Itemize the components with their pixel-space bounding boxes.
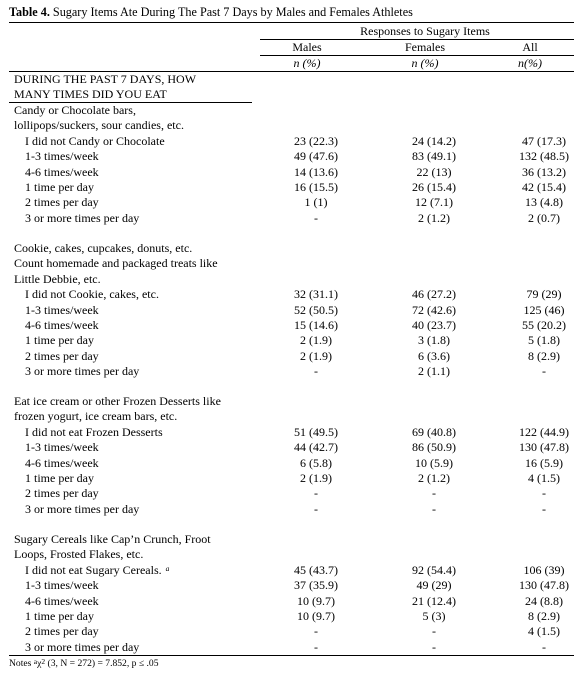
cell-males: 44 (42.7)	[294, 440, 338, 455]
row-label	[25, 502, 139, 517]
cell-males: 23 (22.3)	[294, 133, 338, 148]
notes-chi-sup: 2	[41, 657, 46, 666]
cell-males: 16 (15.5)	[294, 180, 338, 194]
question-line	[9, 72, 574, 87]
cell-all: 132 (48.5)	[519, 149, 569, 164]
cell-females: 22 (13)	[416, 164, 452, 179]
row-label-text: 1-3 times/week	[25, 302, 99, 317]
cell-females: 6 (3.6)	[418, 348, 450, 363]
table-row	[9, 134, 574, 149]
cell-males: 2 (1.9)	[300, 348, 332, 363]
table-row	[9, 425, 574, 440]
cell-all: 79 (29)	[526, 287, 562, 302]
col-header-all: All	[522, 40, 538, 54]
row-label-text: 4-6 times/week	[25, 593, 99, 608]
row-label	[25, 211, 139, 226]
cell-males: 32 (31.1)	[294, 287, 338, 302]
cell-males: -	[314, 639, 318, 654]
section-title-text: frozen yogurt, ice cream bars, etc.	[14, 409, 178, 424]
cell-all: 130 (47.8)	[519, 578, 569, 593]
table-row	[9, 456, 574, 471]
table-row	[9, 180, 574, 195]
section-title-text: lollipops/suckers, sour candies, etc.	[14, 118, 184, 133]
row-label	[25, 486, 99, 501]
table-row	[9, 318, 574, 333]
cell-males: 52 (50.5)	[294, 302, 338, 317]
row-label	[25, 471, 94, 486]
cell-males: 1 (1)	[304, 195, 328, 210]
question-text-2: MANY TIMES DID YOU EAT	[14, 87, 167, 101]
cell-all: 42 (15.4)	[522, 180, 566, 194]
cell-all: 5 (1.8)	[528, 333, 560, 348]
row-label-text: I did not eat Sugary Cereals.	[25, 562, 162, 577]
section-title-line	[9, 241, 574, 256]
cell-males: 37 (35.9)	[294, 578, 338, 593]
row-label	[25, 318, 99, 333]
row-label	[25, 609, 94, 624]
table-row	[9, 333, 574, 348]
table-row	[9, 440, 574, 455]
section-title-text: Sugary Cereals like Cap’n Crunch, Froot	[14, 532, 211, 546]
cell-females: 40 (23.7)	[412, 318, 456, 332]
cell-all: -	[542, 364, 546, 379]
cell-all: 16 (5.9)	[525, 455, 563, 470]
row-label	[25, 180, 94, 195]
section-title-text: Cookie, cakes, cupcakes, donuts, etc.	[14, 241, 193, 255]
cell-males: 10 (9.7)	[297, 609, 335, 623]
col-header-females: Females	[405, 40, 445, 54]
row-label	[25, 624, 99, 639]
table-row	[9, 594, 574, 609]
section-title-text: Candy or Chocolate bars,	[14, 103, 136, 117]
row-label-text: 1 time per day	[25, 333, 94, 348]
row-label	[25, 578, 99, 593]
row-label-text: 1-3 times/week	[25, 440, 99, 455]
row-label-text: 3 or more times per day	[25, 501, 140, 516]
table-row	[9, 640, 574, 655]
cell-males: 10 (9.7)	[297, 593, 335, 608]
table-title: Sugary Items Ate During The Past 7 Days by Males and Females Athletes	[52, 5, 413, 19]
row-label-text: I did not Cookie, cakes, etc.	[25, 287, 159, 302]
row-label-text: 3 or more times per day	[25, 639, 140, 654]
row-label-text: 1 time per day	[25, 471, 94, 485]
row-footnote-marker: a	[165, 563, 170, 573]
cell-males: 15 (14.6)	[294, 318, 338, 332]
table-row	[9, 471, 574, 486]
cell-females: 83 (49.1)	[412, 149, 456, 164]
row-label-text: 1-3 times/week	[25, 149, 99, 164]
cell-females: 49 (29)	[416, 578, 452, 593]
section-title-text: Little Debbie, etc.	[14, 271, 101, 286]
cell-females: -	[432, 501, 436, 516]
table-row	[9, 502, 574, 517]
row-label-text: I did not Candy or Chocolate	[25, 133, 165, 148]
notes-sup: a	[33, 657, 38, 666]
cell-females: 21 (12.4)	[412, 593, 456, 608]
table-row	[9, 609, 574, 624]
row-label	[25, 303, 99, 318]
row-label-text: 4-6 times/week	[25, 455, 99, 470]
cell-females: 92 (54.4)	[412, 562, 456, 577]
cell-all: 4 (1.5)	[528, 624, 560, 639]
row-label	[25, 456, 99, 471]
cell-all: 47 (17.3)	[522, 133, 566, 148]
row-label-text: I did not eat Frozen Desserts	[25, 424, 163, 439]
cell-males: -	[314, 210, 318, 225]
cell-females: 2 (1.2)	[418, 210, 450, 225]
cell-males: -	[314, 624, 318, 639]
table-row	[9, 578, 574, 593]
row-label-text: 4-6 times/week	[25, 318, 99, 332]
row-label	[25, 563, 169, 578]
unit-males: n (%)	[293, 56, 321, 70]
cell-females: 12 (7.1)	[415, 195, 453, 210]
cell-females: 24 (14.2)	[412, 133, 456, 148]
question-text-1: DURING THE PAST 7 DAYS, HOW	[14, 72, 197, 86]
cell-all: -	[542, 486, 546, 501]
cell-males: -	[314, 364, 318, 379]
cell-all: 122 (44.9)	[519, 424, 569, 439]
cell-females: 2 (1.1)	[418, 364, 450, 379]
row-label	[25, 287, 159, 302]
table-row	[9, 149, 574, 164]
table-number: Table 4.	[9, 5, 50, 19]
spanner-header: Responses to Sugary Items	[360, 24, 490, 38]
cell-females: 72 (42.6)	[412, 302, 456, 317]
cell-females: -	[432, 624, 436, 639]
cell-males: 6 (5.8)	[300, 455, 332, 470]
row-label	[25, 149, 99, 164]
cell-females: -	[432, 639, 436, 654]
cell-all: 4 (1.5)	[528, 471, 560, 485]
row-label	[25, 364, 139, 379]
row-label	[25, 165, 99, 180]
cell-all: 36 (13.2)	[522, 164, 566, 179]
cell-all: -	[542, 639, 546, 654]
row-label-text: 2 times per day	[25, 195, 99, 210]
cell-females: 86 (50.9)	[412, 440, 456, 455]
row-label	[25, 640, 139, 655]
notes-text: (3, N = 272) = 7.852, p ≤ .05	[45, 658, 159, 669]
row-label-text: 1 time per day	[25, 609, 94, 623]
row-label	[25, 349, 99, 364]
cell-all: 8 (2.9)	[528, 609, 560, 623]
table-caption	[9, 5, 574, 20]
cell-all: -	[542, 501, 546, 516]
cell-males: 51 (49.5)	[294, 424, 338, 439]
row-label-text: 2 times per day	[25, 624, 99, 639]
cell-males: 2 (1.9)	[300, 471, 332, 485]
table-row	[9, 165, 574, 180]
cell-males: 45 (43.7)	[294, 562, 338, 577]
table-row	[9, 486, 574, 501]
row-label-text: 4-6 times/week	[25, 164, 99, 179]
cell-all: 125 (46)	[523, 302, 565, 317]
cell-all: 8 (2.9)	[528, 348, 560, 363]
section-title-line	[9, 547, 574, 562]
cell-males: -	[314, 501, 318, 516]
row-label	[25, 425, 163, 440]
cell-males: 14 (13.6)	[294, 164, 338, 179]
table-row	[9, 195, 574, 210]
table-row	[9, 563, 574, 578]
row-label-text: 1-3 times/week	[25, 578, 99, 593]
row-label	[25, 195, 99, 210]
table-row	[9, 303, 574, 318]
cell-males: -	[314, 486, 318, 501]
table-row	[9, 349, 574, 364]
row-label-text: 3 or more times per day	[25, 364, 140, 379]
top-rule	[9, 22, 574, 23]
section-title-line	[9, 394, 574, 409]
unit-all: n(%)	[518, 56, 542, 70]
cell-females: 5 (3)	[422, 609, 446, 623]
question-line	[9, 87, 574, 102]
table-row	[9, 364, 574, 379]
table-row	[9, 624, 574, 639]
table-row	[9, 287, 574, 302]
cell-females: 10 (5.9)	[415, 455, 453, 470]
row-label	[25, 134, 165, 149]
row-label	[25, 333, 94, 348]
section-title-line	[9, 532, 574, 547]
table-notes	[9, 656, 159, 671]
row-label	[25, 594, 99, 609]
cell-all: 106 (39)	[523, 562, 565, 577]
cell-females: 46 (27.2)	[412, 287, 456, 302]
notes-prefix: Notes	[9, 658, 32, 669]
cell-females: 69 (40.8)	[412, 424, 456, 439]
cell-females: 2 (1.2)	[418, 471, 450, 485]
cell-all: 130 (47.8)	[519, 440, 569, 455]
section-title-text: Count homemade and packaged treats like	[14, 256, 218, 271]
row-label-text: 2 times per day	[25, 348, 99, 363]
col-header-males: Males	[292, 40, 322, 54]
section-title-line	[9, 103, 574, 118]
notes-chi: χ	[37, 658, 42, 669]
cell-all: 24 (8.8)	[525, 593, 563, 608]
row-label	[25, 440, 99, 455]
cell-females: 26 (15.4)	[412, 180, 456, 194]
cell-all: 55 (20.2)	[522, 318, 566, 332]
table-row	[9, 211, 574, 226]
unit-females: n (%)	[411, 56, 439, 70]
section-title-text: Loops, Frosted Flakes, etc.	[14, 547, 144, 562]
row-label-text: 1 time per day	[25, 180, 94, 194]
cell-females: 3 (1.8)	[418, 333, 450, 348]
cell-males: 49 (47.6)	[294, 149, 338, 164]
section-title-line	[9, 272, 574, 287]
cell-all: 2 (0.7)	[528, 210, 560, 225]
cell-females: -	[432, 486, 436, 501]
row-label-text: 2 times per day	[25, 486, 99, 501]
section-title-line	[9, 118, 574, 133]
cell-males: 2 (1.9)	[300, 333, 332, 348]
section-title-line	[9, 409, 574, 424]
cell-all: 13 (4.8)	[525, 195, 563, 210]
row-label-text: 3 or more times per day	[25, 210, 140, 225]
section-title-text: Eat ice cream or other Frozen Desserts like	[14, 394, 221, 408]
section-title-line	[9, 256, 574, 271]
